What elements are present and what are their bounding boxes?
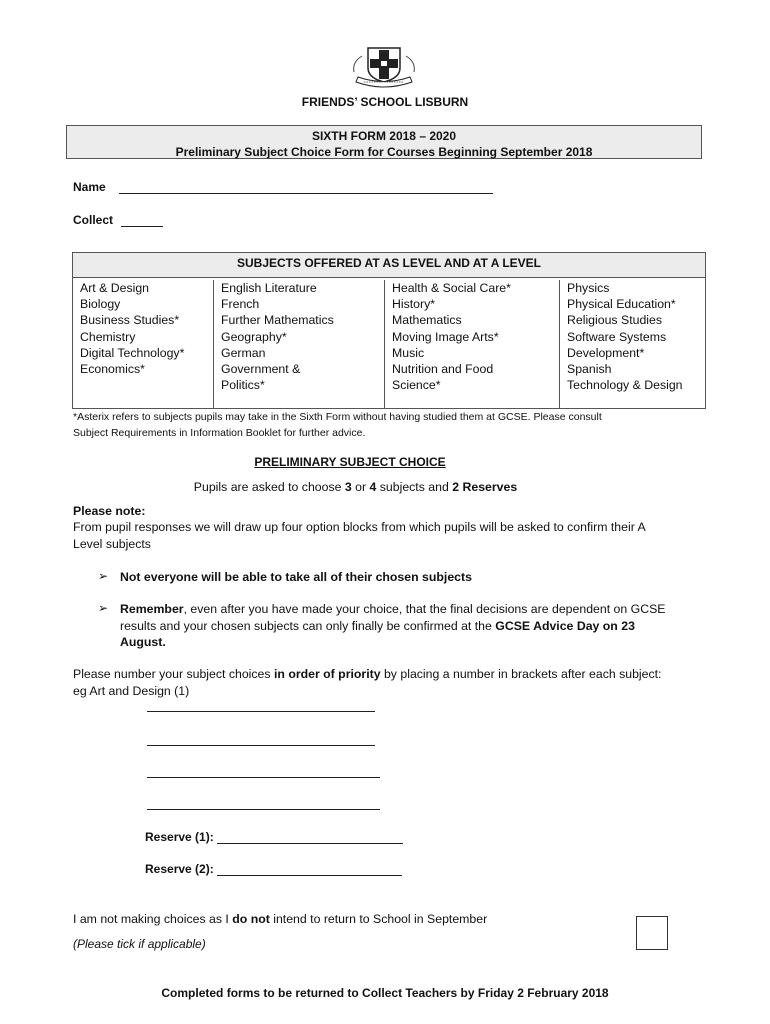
priority-emphasis: in order of priority — [273, 667, 381, 681]
subject-item: Art & Design — [80, 281, 150, 295]
reserve-1-line[interactable] — [217, 843, 403, 844]
asterisk-note — [73, 409, 703, 441]
subjects-column-1 — [73, 280, 214, 408]
subject-item: Software Systems — [567, 329, 667, 344]
bullet-2-text: results and your chosen subjects can only finally be confirmed at the — [120, 618, 496, 633]
subject-item: Moving Image Arts* — [392, 329, 499, 344]
school-name: FRIENDS’ SCHOOL LISBURN — [301, 95, 469, 109]
choice-instruction — [0, 479, 711, 496]
choice-line-4[interactable] — [147, 809, 380, 810]
statement-text: I am not making choices as I — [73, 912, 233, 926]
subject-item: Politics* — [221, 378, 265, 393]
form-title: SIXTH FORM 2018 – 2020 — [311, 129, 457, 143]
subject-item: Digital Technology* — [80, 345, 185, 360]
name-field[interactable] — [119, 193, 493, 194]
subject-item: Biology — [80, 297, 121, 312]
subject-item: Nutrition and Food — [392, 362, 494, 377]
priority-text: Please number your subject choices — [73, 667, 274, 681]
subject-item: German — [221, 345, 266, 360]
subject-item: Health & Social Care* — [392, 281, 511, 295]
subject-item: Geography* — [221, 329, 287, 344]
subject-item: Religious Studies — [567, 313, 663, 328]
school-crest-icon — [350, 42, 418, 88]
subject-item: Physics — [567, 281, 610, 295]
name-label: Name — [73, 180, 106, 194]
collect-label: Collect — [73, 213, 114, 227]
subjects-table — [72, 252, 706, 409]
choice-line-3[interactable] — [147, 777, 380, 778]
reserve-1-label: Reserve (1): — [145, 830, 214, 844]
note-line: Level subjects — [73, 536, 151, 551]
priority-instruction — [73, 666, 713, 699]
subject-item: Government & — [221, 362, 301, 377]
instruction-text: or — [351, 480, 370, 494]
subjects-column-2 — [213, 280, 384, 408]
subjects-column-3 — [384, 280, 558, 408]
note-line: From pupil responses we will draw up four option blocks from which pupils will be asked to confirm their A — [73, 520, 646, 534]
instruction-number: 3 — [344, 480, 352, 494]
form-title-box — [66, 125, 702, 159]
please-note-label: Please note: — [73, 504, 146, 518]
statement-text: intend to return to School in September — [269, 912, 488, 926]
bullet-2-text: , even after you have made your choice, that the final decisions are dependent on GCSE — [183, 602, 666, 616]
subject-item: Science* — [392, 378, 441, 393]
choice-line-1[interactable] — [147, 711, 375, 712]
priority-text: by placing a number in brackets after each subject: — [380, 667, 662, 681]
form-subtitle: Preliminary Subject Choice Form for Courses Beginning September 2018 — [175, 145, 593, 159]
not-returning-statement — [73, 911, 487, 928]
bullet-2-emphasis: August. — [120, 635, 166, 649]
subjects-column-4 — [559, 280, 707, 408]
tick-hint: (Please tick if applicable) — [73, 937, 206, 951]
asterisk-note-line: Subject Requirements in Information Booklet for further advice. — [73, 427, 366, 439]
subject-item: Development* — [567, 345, 645, 360]
arrow-bullet-icon: ➢ — [98, 601, 109, 615]
subject-item: Economics* — [80, 362, 145, 377]
asterisk-note-line: *Asterix refers to subjects pupils may take in the Sixth Form without having studied them at GCSE. Please consult — [73, 411, 602, 423]
reserve-2-label: Reserve (2): — [145, 862, 214, 876]
reserve-2-line[interactable] — [217, 875, 402, 876]
not-returning-checkbox[interactable] — [636, 916, 668, 950]
subject-item: Physical Education* — [567, 297, 676, 312]
subject-item: Mathematics — [392, 313, 462, 328]
subject-item: Technology & Design — [567, 378, 683, 393]
arrow-bullet-icon: ➢ — [98, 569, 109, 583]
bullet-1: Not everyone will be able to take all of their chosen subjects — [120, 570, 472, 584]
bullet-2-emphasis: Remember — [120, 602, 184, 616]
instruction-text: subjects and — [376, 480, 453, 494]
priority-example: eg Art and Design (1) — [73, 683, 190, 698]
bullet-2 — [120, 601, 710, 651]
subject-item: Chemistry — [80, 329, 136, 344]
subject-item: Further Mathematics — [221, 313, 334, 328]
statement-emphasis: do not — [232, 912, 270, 926]
choice-heading: PRELIMINARY SUBJECT CHOICE — [254, 455, 446, 469]
instruction-text: Pupils are asked to choose — [193, 480, 345, 494]
subject-item: Music — [392, 345, 425, 360]
collect-field[interactable] — [121, 226, 163, 227]
please-note-text — [73, 519, 713, 552]
bullet-2-emphasis: GCSE Advice Day on 23 — [495, 618, 635, 633]
subject-item: Spanish — [567, 362, 612, 377]
return-note: Completed forms to be returned to Collect Teachers by Friday 2 February 2018 — [161, 986, 609, 1000]
subject-item: Business Studies* — [80, 313, 180, 328]
subjects-heading: SUBJECTS OFFERED AT AS LEVEL AND AT A LEVEL — [73, 253, 705, 278]
instruction-reserves: 2 Reserves — [452, 480, 518, 494]
subject-item: History* — [392, 297, 436, 312]
subject-item: French — [221, 297, 260, 312]
choice-line-2[interactable] — [147, 745, 375, 746]
instruction-number: 4 — [369, 480, 377, 494]
subject-item: English Literature — [221, 281, 317, 295]
